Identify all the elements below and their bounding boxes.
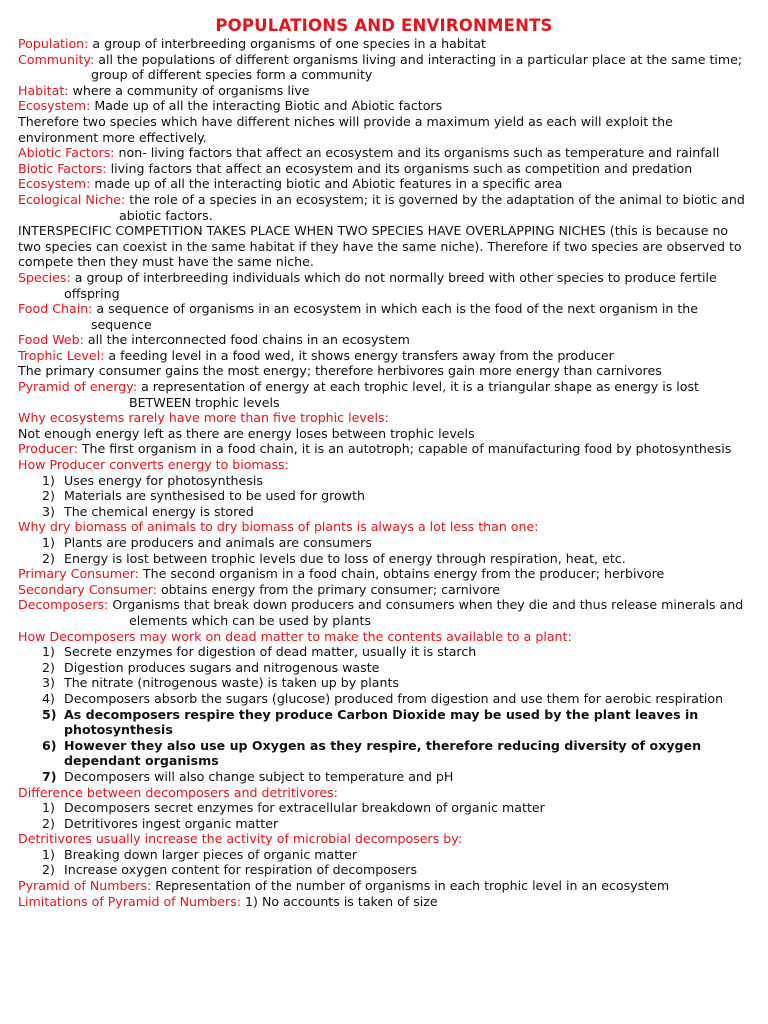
definition-text: Organisms that break down producers and consumers when they die and thus release minerals and elements which can be used by plants [108,597,744,628]
definition-line [18,176,750,192]
definition-line [18,192,750,223]
list-item-text: Increase oxygen content for respiration of decomposers [64,862,418,878]
list-item-text: Breaking down larger pieces of organic matter [64,846,358,862]
decomposers-heading: How Decomposers may work on dead matter to make the contents available to a plant: [18,628,572,644]
definition-term: Ecosystem: [18,98,91,114]
document-title: POPULATIONS AND ENVIRONMENTS [215,16,553,35]
list-item [18,862,750,878]
definition-line [18,597,750,628]
definition-text: Made up of all the interacting Biotic and Abiotic factors [90,98,443,114]
definitions-block-2 [18,566,750,628]
definition-term: Decomposers: [18,597,109,613]
definition-term: Food Web: [18,332,84,348]
decomposers-list [18,644,750,784]
definition-term: Limitations of Pyramid of Numbers: [18,893,242,909]
definition-text: The first organism in a food chain, it is an autotroph; capable of manufacturing food by photosynthesis [77,441,732,457]
list-item [18,535,750,551]
definition-line [18,332,750,348]
definition-text: the role of a species in an ecosystem; it is governed by the adaptation of the animal to biotic and abiotic factors. [119,191,745,223]
list-number: 6) [42,737,57,753]
list-item [18,738,750,769]
list-item [18,644,750,660]
list-item [18,551,750,567]
definition-line [18,878,750,894]
definition-line [18,441,750,457]
definition-text: obtains energy from the primary consumer; carnivore [156,581,500,597]
detritivores-heading: Detritivores usually increase the activity of microbial decomposers by: [18,831,463,847]
definition-text: a group of interbreeding individuals which do not normally breed with other species to produce fertile offspring [64,269,717,301]
list-item-text: Plants are producers and animals are consumers [64,535,372,550]
definition-text: a sequence of organisms in an ecosystem in which each is the food of the next organism in the sequence [91,301,698,332]
definition-text: a group of interbreeding organisms of one species in a habitat [88,36,486,51]
definition-term: Biotic Factors: [18,160,107,176]
list-number: 2) [42,659,55,675]
list-number: 2) [42,815,55,831]
list-item-text: However they also use up Oxygen as they respire, therefore reducing diversity of oxygen dependant organisms [64,737,702,769]
definition-text: The primary consumer gains the most energy; therefore herbivores gain more energy than carnivores [18,363,662,379]
list-item [18,473,750,489]
definition-term: Abiotic Factors: [18,145,115,161]
dry-biomass-list [18,535,750,566]
definition-term: Secondary Consumer: [18,581,157,597]
list-number: 3) [42,503,55,519]
list-item-text: Decomposers will also change subject to temperature and pH [64,768,454,784]
definition-line [18,98,750,114]
definition-line [18,894,750,910]
list-item [18,691,750,707]
list-item-text: Detritivores ingest organic matter [64,815,279,831]
list-item [18,660,750,676]
list-item [18,504,750,520]
list-number: 2) [42,862,55,878]
definition-term: Ecological Niche: [18,191,126,207]
list-item-text: Uses energy for photosynthesis [64,472,263,488]
list-item [18,675,750,691]
list-item-text: Energy is lost between trophic levels due to loss of energy through respiration, heat, etc. [64,550,626,566]
definition-line [18,348,750,364]
definition-text: living factors that affect an ecosystem and its organisms such as competition and predation [106,160,693,176]
list-number: 2) [42,550,55,566]
definition-text: a representation of energy at each trophic level, it is a triangular shape as energy is lost BETWEEN trophic levels [129,379,699,410]
definition-text: The second organism in a food chain, obtains energy from the producer; herbivore [138,566,665,582]
definition-term: Primary Consumer: [18,566,139,582]
definition-line [18,83,750,99]
definition-line [18,52,750,83]
definition-line [18,301,750,332]
list-item-text: Decomposers absorb the sugars (glucose) produced from digestion and use them for aerobic respiration [64,690,724,706]
list-item [18,816,750,832]
definition-term: Habitat: [18,82,69,98]
list-item-text: Secrete enzymes for digestion of dead matter, usually it is starch [64,644,477,660]
list-item-text: As decomposers respire they produce Carbon Dioxide may be used by the plant leaves in photosynthesis [64,706,699,738]
list-item-text: Decomposers secret enzymes for extracellular breakdown of organic matter [64,800,545,816]
definition-term: Pyramid of Numbers: [18,878,152,894]
definition-line [18,223,750,270]
definition-line [18,379,750,410]
definition-text: where a community of organisms live [68,82,310,98]
definition-text: made up of all the interacting biotic and Abiotic features in a specific area [90,176,563,192]
definition-term: Ecosystem: [18,176,91,192]
list-number: 1) [42,535,55,550]
definition-text: a feeding level in a food wed, it shows energy transfers away from the producer [104,347,614,363]
definition-text: all the populations of different organisms living and interacting in a particular place at the same time; group of different species form a community [91,51,743,83]
biomass-list [18,473,750,520]
definition-line [18,270,750,301]
definition-term: Trophic Level: [18,347,105,363]
list-number: 4) [42,690,55,706]
detritivores-list [18,847,750,878]
definition-term: Community: [18,51,95,67]
list-number: 3) [42,675,55,691]
definition-text: INTERSPECIFIC COMPETITION TAKES PLACE WHEN TWO SPECIES HAVE OVERLAPPING NICHES (this is because no two species can coexist in the same habitat if they have the same niche). Therefore if two species are observed to compete then they must have the same niche. [18,223,742,270]
list-number: 7) [42,768,57,784]
list-item-text: Materials are synthesised to be used for growth [64,488,365,504]
definition-text: all the interconnected food chains in an ecosystem [83,332,410,348]
definition-text: Not enough energy left as there are energy loses between trophic levels [18,425,475,441]
definition-text: Therefore two species which have different niches will provide a maximum yield as each will exploit the environment more effectively. [18,113,673,145]
list-item [18,769,750,785]
difference-heading: Difference between decomposers and detritivores: [18,784,338,800]
definition-line [18,114,750,145]
definition-line [18,363,750,379]
dry-biomass-heading: Why dry biomass of animals to dry biomass of plants is always a lot less than one: [18,519,539,535]
definition-line [18,36,750,52]
list-item [18,488,750,504]
definition-line [18,426,750,442]
list-number: 1) [42,472,55,488]
definition-term: Why ecosystems rarely have more than five trophic levels: [18,410,389,426]
definitions-block-1 [18,36,750,457]
definition-line [18,582,750,598]
list-item [18,800,750,816]
list-item-text: Digestion produces sugars and nitrogenous waste [64,659,380,675]
definition-line [18,410,750,426]
definition-line [18,145,750,161]
list-number: 1) [42,644,55,660]
list-number: 1) [42,800,55,816]
definition-term: Species: [18,269,71,285]
biomass-heading: How Producer converts energy to biomass: [18,457,289,473]
definition-term: Food Chain: [18,301,93,317]
definition-text: 1) No accounts is taken of size [241,893,438,909]
definitions-block-3 [18,878,750,909]
definition-term: Producer: [18,441,78,457]
definition-text: Representation of the number of organisms in each trophic level in an ecosystem [151,878,670,894]
list-item-text: The nitrate (nitrogenous waste) is taken up by plants [64,675,399,691]
list-item [18,847,750,863]
definition-term: Pyramid of energy: [18,379,138,395]
definition-term: Population: [18,36,89,51]
list-number: 2) [42,488,55,504]
list-number: 1) [42,846,55,862]
list-item [18,707,750,738]
list-item-text: The chemical energy is stored [64,503,254,519]
definition-text: non- living factors that affect an ecosystem and its organisms such as temperature and rainfall [114,145,720,161]
list-number: 5) [42,706,57,722]
difference-list [18,800,750,831]
definition-line [18,161,750,177]
definition-line [18,566,750,582]
